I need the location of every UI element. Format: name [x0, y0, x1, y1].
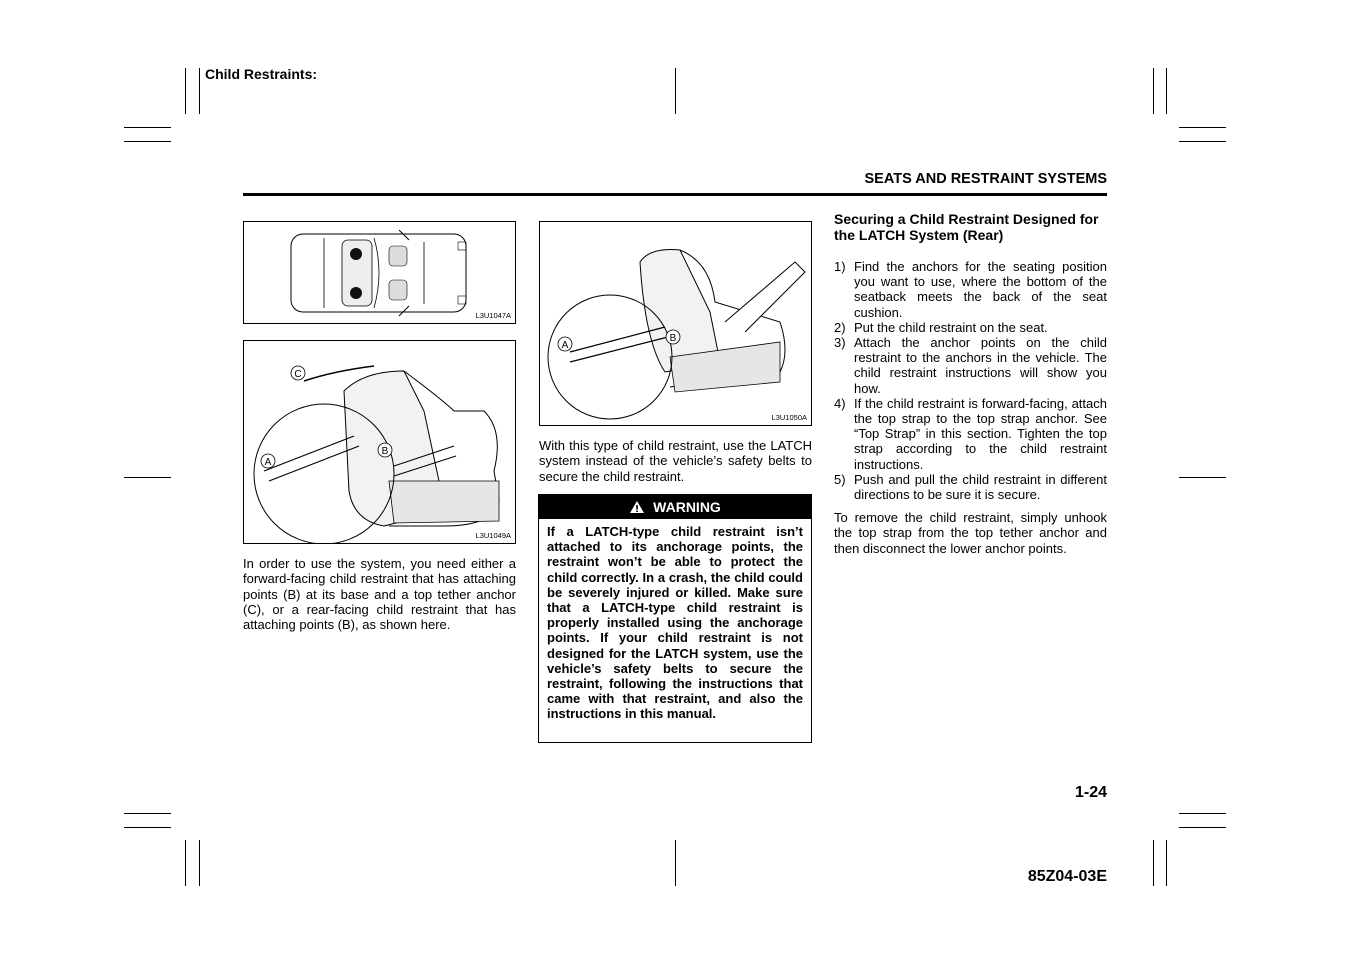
- figure-code: L3U1047A: [475, 311, 511, 320]
- rear-seat-illustration: [540, 222, 811, 425]
- left-body-text: In order to use the system, you need either a forward-facing child restraint that has attaching points (B) at its base and a top tether anchor (C), or a rear-facing child restraint that has attaching points (B), as shown here.: [243, 556, 516, 633]
- header-rule: [243, 193, 1107, 196]
- figure-label-a: A: [264, 457, 272, 468]
- warning-header: [539, 495, 811, 519]
- step-item: 1) Find the anchors for the seating position you want to use, where the bottom of the seatback meets the back of the seat cushion.: [834, 259, 1107, 320]
- page-number: 1-24: [1074, 784, 1107, 801]
- figure-label-b: B: [669, 333, 677, 344]
- car-top-view-illustration: [244, 222, 515, 323]
- step-item: 5) Push and pull the child restraint in different directions to be sure it is secure.: [834, 471, 1107, 503]
- document-code: 85Z04-03E: [1027, 868, 1107, 885]
- figure-forward-facing-seat: [243, 340, 516, 544]
- figure-code: L3U1050A: [771, 413, 807, 422]
- warning-triangle-icon: [629, 500, 645, 514]
- section-heading-right: SEATS AND RESTRAINT SYSTEMS: [864, 171, 1107, 187]
- figure-car-top-view: [243, 221, 516, 324]
- warning-title: WARNING: [653, 499, 721, 515]
- warning-box: [538, 494, 812, 743]
- step-item: 4) If the child restraint is forward-facing, attach the top strap to the top strap anchor. See “Top Strap” in this section. Tighten the top strap according to the child restraint instructions.: [834, 395, 1107, 472]
- section-heading-left: Child Restraints:: [205, 66, 318, 82]
- instruction-steps: [834, 259, 1107, 502]
- section-title: Securing a Child Restraint Designed for the LATCH System (Rear): [834, 211, 1099, 243]
- closing-text: To remove the child restraint, simply unhook the top strap from the top tether anchor and then disconnect the lower anchor points.: [834, 510, 1107, 556]
- figure-label-b: B: [381, 446, 389, 457]
- warning-text: If a LATCH-type child restraint isn’t attached to its anchorage points, the restraint won’t be able to protect the child correctly. In a crash, the child could be severely injured or killed. Make sure that a LATCH-type child restraint is properly installed using the anchorage points. If your child restraint is not designed for the LATCH system, use the vehicle’s safety belts to secure the restraint, following the instructions that came with that restraint, and also the instructions in this manual.: [547, 524, 803, 722]
- figure-rear-facing-seat: [539, 221, 812, 426]
- figure-label-c: C: [294, 369, 302, 380]
- step-item: 3) Attach the anchor points on the child restraint to the anchors in the vehicle. The child restraint instructions will show you how.: [834, 335, 1107, 396]
- middle-body-text: With this type of child restraint, use the LATCH system instead of the vehicle’s safety belts to secure the child restraint.: [539, 438, 812, 484]
- figure-label-a: A: [561, 340, 569, 351]
- forward-seat-illustration: [244, 341, 515, 543]
- figure-code: L3U1049A: [475, 531, 511, 540]
- step-item: 2) Put the child restraint on the seat.: [834, 319, 1048, 335]
